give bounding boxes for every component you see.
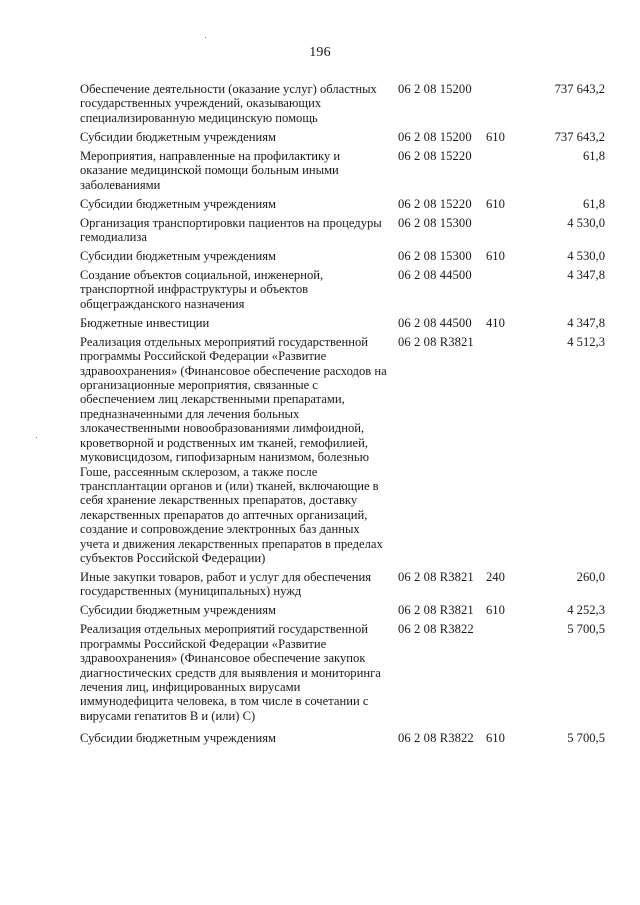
row-amount: 737 643,2 [554,129,605,144]
row-budget-code: 06 2 08 44500 [398,315,472,330]
row-description: Реализация отдельных мероприятий государственной программы Российской Федерации «Развитие здравоохранения» (Финансовое обеспечение закупок диагностических средств для выявления и мониторинга лечения лиц, инфицированных вирусами иммунодефицита человека, в том числе в сочетании с вирусами гепатитов В и (или) С) [80,622,381,723]
row-amount: 5 700,5 [567,622,605,637]
table-row [80,197,605,211]
row-amount: 4 530,0 [567,215,605,230]
page-number: 196 [309,45,331,60]
row-amount: 260,0 [576,569,605,584]
table-row [80,603,605,617]
row-budget-code: 06 2 08 15300 [398,215,472,230]
table-row [80,82,605,125]
table-row [80,130,605,144]
row-budget-code: 06 2 08 15220 [398,196,472,211]
table-row [80,249,605,263]
row-description: Организация транспортировки пациентов на процедуры гемодиализа [80,215,382,245]
row-description: Субсидии бюджетным учреждениям [80,129,276,144]
row-budget-code: 06 2 08 15200 [398,129,472,144]
row-description: Обеспечение деятельности (оказание услуг) областных государственных учреждений, оказывающих специализированную медицинскую помощь [80,82,377,125]
row-amount: 61,8 [582,196,605,211]
table-row [80,316,605,330]
row-budget-code: 06 2 08 15220 [398,148,472,163]
table-row [80,216,605,245]
row-amount: 4 252,3 [567,603,605,618]
row-budget-code: 06 2 08 R3822 [398,731,474,746]
row-description: Субсидии бюджетным учреждениям [80,249,276,264]
row-amount: 61,8 [582,148,605,163]
row-budget-code: 06 2 08 R3822 [398,622,474,637]
row-amount: 4 530,0 [567,249,605,264]
scan-speck [36,437,37,438]
table-row [80,149,605,192]
row-description: Субсидии бюджетным учреждениям [80,731,276,746]
row-description: Реализация отдельных мероприятий государственной программы Российской Федерации «Развитие здравоохранения» (Финансовое обеспечение расходов на организационные мероприятия, связанные с обеспечением лиц лекарственными препаратами, предназначенными для лечения больных злокачественными новообразованиями лимфоидной, кроветворной и родственных им тканей, гемофилией, муковисцидозом, гипофизарным нанизмом, болезнью Гоше, рассеянным склерозом, а также после трансплантации органов и (или) тканей, включающие в себя хранение лекарственных препаратов, доставку лекарственных препаратов до аптечных организаций, создание и сопровождение электронных баз данных учета и движения лекарственных препаратов в пределах субъектов Российской Федерации) [80,334,387,565]
row-expense-type: 610 [486,129,505,144]
row-expense-type: 610 [486,249,505,264]
row-amount: 4 347,8 [567,268,605,283]
row-expense-type: 610 [486,196,505,211]
row-budget-code: 06 2 08 15300 [398,249,472,264]
scan-speck [205,37,206,38]
row-description: Мероприятия, направленные на профилактику и оказание медицинской помощи больным иными заболеваниями [80,148,341,192]
row-budget-code: 06 2 08 R3821 [398,603,474,618]
row-expense-type: 610 [486,603,505,618]
row-budget-code: 06 2 08 R3821 [398,569,474,584]
row-budget-code: 06 2 08 15200 [398,82,472,96]
row-amount: 4 512,3 [567,334,605,349]
table-row [80,622,605,723]
budget-table [80,82,605,750]
row-budget-code: 06 2 08 R3821 [398,334,474,349]
table-row [80,731,605,745]
row-description: Субсидии бюджетным учреждениям [80,196,276,211]
row-expense-type: 410 [486,315,505,330]
row-expense-type: 610 [486,731,505,746]
row-amount: 5 700,5 [567,731,605,746]
table-row [80,335,605,566]
table-row [80,570,605,599]
row-budget-code: 06 2 08 44500 [398,268,472,283]
table-row [80,268,605,311]
row-description: Субсидии бюджетным учреждениям [80,603,276,618]
row-description: Создание объектов социальной, инженерной, транспортной инфраструктуры и объектов общегражданского назначения [80,268,324,311]
row-description: Бюджетные инвестиции [80,315,210,330]
row-amount: 737 643,2 [554,82,605,96]
row-description: Иные закупки товаров, работ и услуг для обеспечения государственных (муниципальных) нужд [80,569,372,599]
row-amount: 4 347,8 [567,315,605,330]
row-expense-type: 240 [486,569,505,584]
